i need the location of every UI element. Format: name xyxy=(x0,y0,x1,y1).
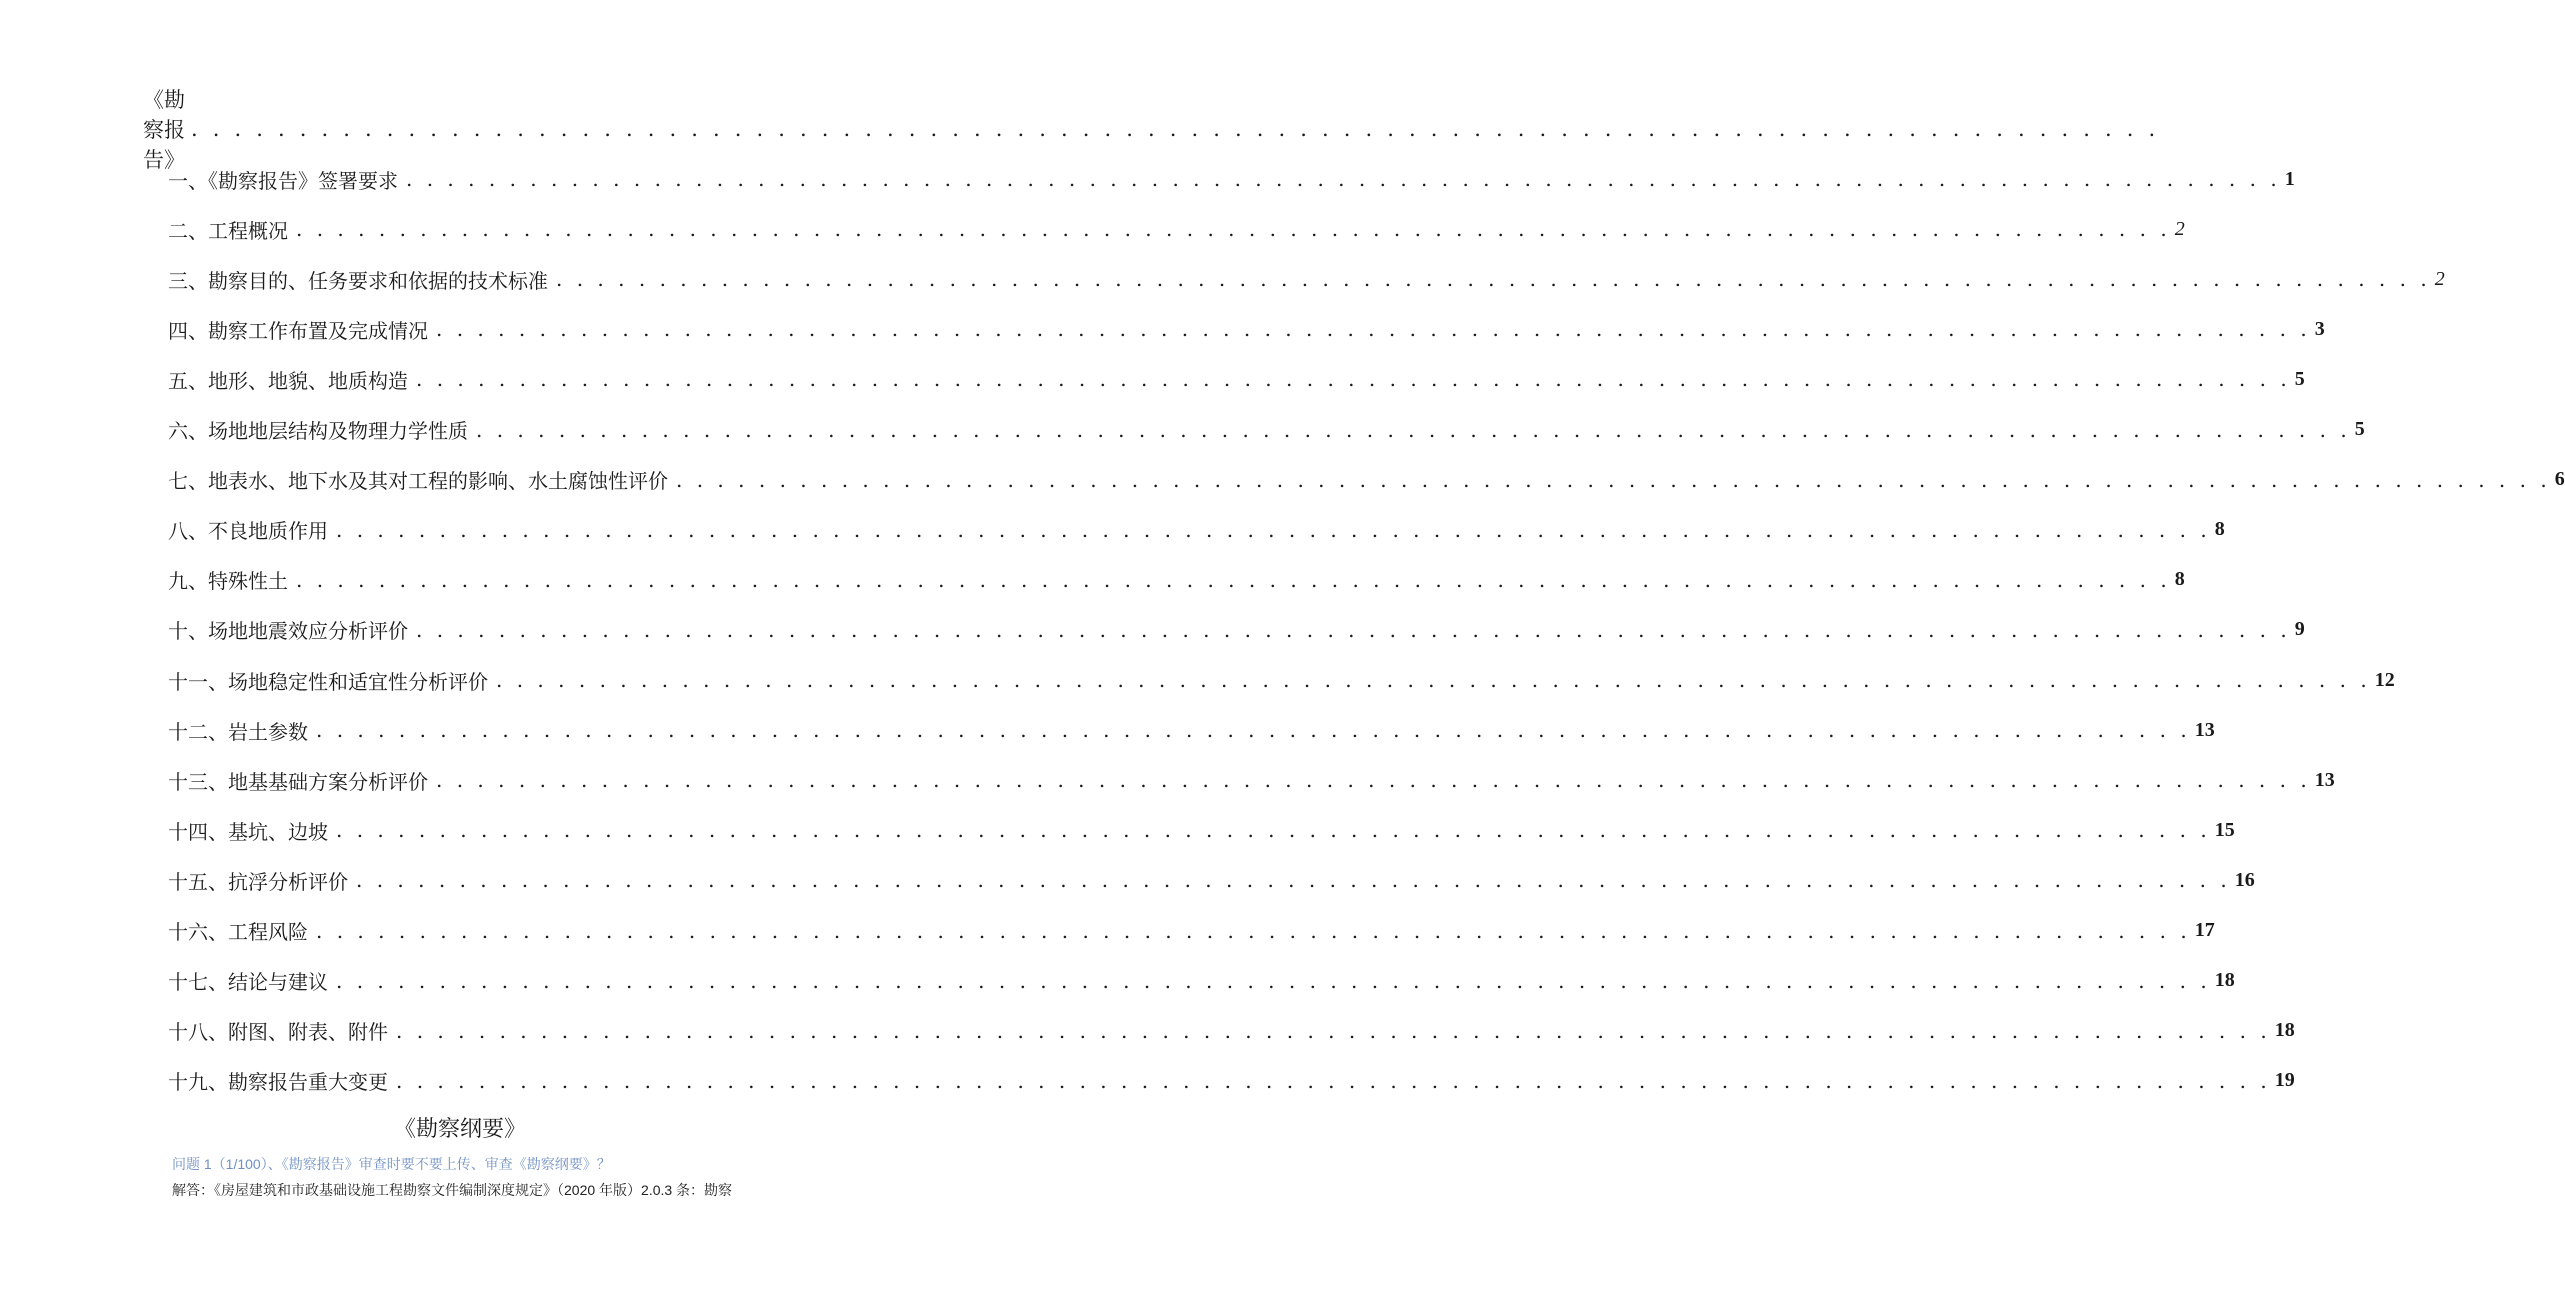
toc-entry-page: 16 xyxy=(2234,868,2255,891)
toc-entry-page: 3 xyxy=(2314,317,2325,340)
toc-entry[interactable] xyxy=(168,262,2445,296)
toc-entry[interactable] xyxy=(168,212,2185,246)
dot-leader: . . . . . . . . . . . . . . . . . . . . . . . . . . . . . . . . . . . . . . . . . . . . . . . . . . . . . . . . . . . . . . . . . . . . . . . . . . . . . . . . . . . . . . . . . . . xyxy=(316,718,2191,743)
toc-entry[interactable] xyxy=(168,362,2305,396)
section-title: 《勘察纲要》 xyxy=(393,1117,526,1142)
toc-entry[interactable] xyxy=(168,563,2185,597)
dot-leader: . . . . . . . . . . . . . . . . . . . . . . . . . . . . . . . . . . . . . . . . . . . . . . . . . . . . . . . . . . . . . . . . . . . . . . . . . . . . . . . . . . . . . . . . . . . xyxy=(406,167,2281,191)
toc-entry[interactable] xyxy=(168,1064,2295,1098)
toc-entry[interactable] xyxy=(168,713,2215,747)
toc-entry-page: 2 xyxy=(2434,267,2445,290)
toc-entry-title: 十二、岩土参数 xyxy=(168,719,308,744)
answer-text: 解答：《房屋建筑和市政基础设施工程勘察文件编制深度规定》（2020 年版）2.0.3 条：勘察 xyxy=(172,1182,733,1198)
toc-entry-title: 六、场地地层结构及物理力学性质 xyxy=(168,419,468,443)
toc-entry-title: 九、特殊性土 xyxy=(168,569,288,594)
toc-entry-title: 三、勘察目的、任务要求和依据的技术标准 xyxy=(168,268,548,293)
toc-entry-title: 八、不良地质作用 xyxy=(168,519,328,544)
toc-entry-page: 1 xyxy=(2284,167,2295,190)
toc-entry-title: 十四、基坑、边坡 xyxy=(168,819,328,844)
dot-leader: . . . . . . . . . . . . . . . . . . . . . . . . . . . . . . . . . . . . . . . . . . . . . . . . . . . . . . . . . . . . . . . . . . . . . . . . . . . . . . . . . . . . . . . . . . . xyxy=(396,1018,2271,1043)
toc-entry-title: 四、勘察工作布置及完成情况 xyxy=(168,318,428,343)
toc-entry[interactable] xyxy=(168,1014,2295,1048)
toc-entry-title: 十、场地地震效应分析评价 xyxy=(168,619,408,644)
toc-entry-page: 17 xyxy=(2194,919,2215,941)
dot-leader: . . . . . . . . . . . . . . . . . . . . . . . . . . . . . . . . . . . . . . . . . . . . . . . . . . . . . . . . . . . . . . . . . . . . . . . . . . . . . . . . . . . . . . . . . . . xyxy=(416,367,2291,392)
toc-entry-page: 6 xyxy=(2554,468,2565,491)
toc-entry[interactable] xyxy=(168,162,2295,196)
toc-entry[interactable] xyxy=(168,413,2365,447)
dot-leader: . . . . . . . . . . . . . . . . . . . . . . . . . . . . . . . . . . . . . . . . . . . . . . . . . . . . . . . . . . . . . . . . . . . . . . . . . . . . . . . . . . . . . . . . . . . xyxy=(356,868,2231,893)
toc-entry-title: 五、地形、地貌、地质构造 xyxy=(168,368,408,393)
toc-heading-title: 《勘察报告》 xyxy=(143,88,185,172)
dot-leader: . . . . . . . . . . . . . . . . . . . . . . . . . . . . . . . . . . . . . . . . . . . . . . . . . . . . . . . . . . . . . . . . . . . . . . . . . . . . . . . . . . . . . . . . . . . xyxy=(296,567,2171,592)
toc-entry[interactable] xyxy=(168,463,2565,497)
dot-leader: . . . . . . . . . . . . . . . . . . . . . . . . . . . . . . . . . . . . . . . . . . . . . . . . . . . . . . . . . . . . . . . . . . . . . . . . . . . . . . . . . . . . . . . . . . . xyxy=(336,517,2211,542)
toc-entry-title: 十八、附图、附表、附件 xyxy=(168,1020,388,1045)
toc-entry-title: 十一、场地稳定性和适宜性分析评价 xyxy=(168,669,488,694)
toc-entry[interactable] xyxy=(168,312,2325,346)
question-text: 问题 1（1/100）、《勘察报告》审查时要不要上传、审查《勘察纲要》？ xyxy=(172,1156,611,1172)
dot-leader: . . . . . . . . . . . . . . . . . . . . . . . . . . . . . . . . . . . . . . . . . . . . . . . . . . . . . . . . . . . . . . . . . . . . . . . . . . . . . . . . . . . . . . . . . . . xyxy=(336,818,2211,843)
toc-entry-title: 十三、地基基础方案分析评价 xyxy=(168,769,428,794)
toc-entry-page: 9 xyxy=(2294,618,2305,641)
toc-entry-page: 2 xyxy=(2174,217,2185,240)
toc-entry-page: 13 xyxy=(2314,768,2335,791)
toc-entry-title: 十九、勘察报告重大变更 xyxy=(168,1070,388,1095)
toc-entry[interactable] xyxy=(168,964,2235,998)
dot-leader: . . . . . . . . . . . . . . . . . . . . . . . . . . . . . . . . . . . . . . . . . . . . . . . . . . . . . . . . . . . . . . . . . . . . . . . . . . . . . . . . . . . . . . . . . . . xyxy=(436,768,2311,793)
dot-leader: . . . . . . . . . . . . . . . . . . . . . . . . . . . . . . . . . . . . . . . . . . . . . . . . . . . . . . . . . . . . . . . . . . . . . . . . . . . . . . . . . . . . . . . . . . . xyxy=(416,617,2291,642)
toc-entry-page: 12 xyxy=(2374,668,2395,691)
dot-leader: . . . . . . . . . . . . . . . . . . . . . . . . . . . . . . . . . . . . . . . . . . . . . . . . . . . . . . . . . . . . . . . . . . . . . . . . . . . . . . . . . . . . . . . . . . . xyxy=(191,117,2160,141)
toc-entry-page: 13 xyxy=(2194,718,2215,741)
dot-leader: . . . . . . . . . . . . . . . . . . . . . . . . . . . . . . . . . . . . . . . . . . . . . . . . . . . . . . . . . . . . . . . . . . . . . . . . . . . . . . . . . . . . . . . . . . . xyxy=(316,918,2191,943)
dot-leader: . . . . . . . . . . . . . . . . . . . . . . . . . . . . . . . . . . . . . . . . . . . . . . . . . . . . . . . . . . . . . . . . . . . . . . . . . . . . . . . . . . . . . . . . . . . xyxy=(496,668,2371,692)
dot-leader: . . . . . . . . . . . . . . . . . . . . . . . . . . . . . . . . . . . . . . . . . . . . . . . . . . . . . . . . . . . . . . . . . . . . . . . . . . . . . . . . . . . . . . . . . . . xyxy=(676,467,2551,492)
toc-entry-page: 19 xyxy=(2274,1069,2295,1092)
toc-entry-page: 18 xyxy=(2274,1019,2295,1042)
toc-entry-title: 十五、抗浮分析评价 xyxy=(168,869,348,894)
dot-leader: . . . . . . . . . . . . . . . . . . . . . . . . . . . . . . . . . . . . . . . . . . . . . . . . . . . . . . . . . . . . . . . . . . . . . . . . . . . . . . . . . . . . . . . . . . . xyxy=(556,267,2431,292)
toc-entry-title: 十七、结论与建议 xyxy=(168,970,328,995)
toc-entry[interactable] xyxy=(168,914,2215,948)
toc-entry[interactable] xyxy=(168,513,2225,547)
toc-entry-page: 8 xyxy=(2214,518,2225,541)
dot-leader: . . . . . . . . . . . . . . . . . . . . . . . . . . . . . . . . . . . . . . . . . . . . . . . . . . . . . . . . . . . . . . . . . . . . . . . . . . . . . . . . . . . . . . . . . . . xyxy=(396,1068,2271,1093)
toc-entry-page: 8 xyxy=(2174,568,2185,591)
dot-leader: . . . . . . . . . . . . . . . . . . . . . . . . . . . . . . . . . . . . . . . . . . . . . . . . . . . . . . . . . . . . . . . . . . . . . . . . . . . . . . . . . . . . . . . . . . . xyxy=(296,217,2171,242)
dot-leader: . . . . . . . . . . . . . . . . . . . . . . . . . . . . . . . . . . . . . . . . . . . . . . . . . . . . . . . . . . . . . . . . . . . . . . . . . . . . . . . . . . . . . . . . . . . xyxy=(336,968,2211,993)
toc-entry[interactable] xyxy=(168,813,2235,847)
toc-entry-title: 十六、工程风险 xyxy=(168,920,308,944)
toc-entry-page: 5 xyxy=(2354,418,2365,440)
toc-entry-title: 二、工程概况 xyxy=(168,218,288,243)
toc-entry-page: 15 xyxy=(2214,818,2235,841)
toc-entry[interactable] xyxy=(168,763,2335,797)
dot-leader: . . . . . . . . . . . . . . . . . . . . . . . . . . . . . . . . . . . . . . . . . . . . . . . . . . . . . . . . . . . . . . . . . . . . . . . . . . . . . . . . . . . . . . . . . . . xyxy=(476,417,2351,442)
toc-entry-page: 5 xyxy=(2294,367,2305,390)
toc-entry-page: 18 xyxy=(2214,969,2235,992)
toc-entry-title: 七、地表水、地下水及其对工程的影响、水土腐蚀性评价 xyxy=(168,469,668,494)
toc-heading[interactable] xyxy=(143,88,2160,172)
dot-leader: . . . . . . . . . . . . . . . . . . . . . . . . . . . . . . . . . . . . . . . . . . . . . . . . . . . . . . . . . . . . . . . . . . . . . . . . . . . . . . . . . . . . . . . . . . . xyxy=(436,317,2311,342)
toc-entry[interactable] xyxy=(168,663,2395,697)
toc-entry-title: 一、《勘察报告》签署要求 xyxy=(168,168,398,193)
toc-entry[interactable] xyxy=(168,613,2305,647)
toc-entry[interactable] xyxy=(168,863,2255,897)
